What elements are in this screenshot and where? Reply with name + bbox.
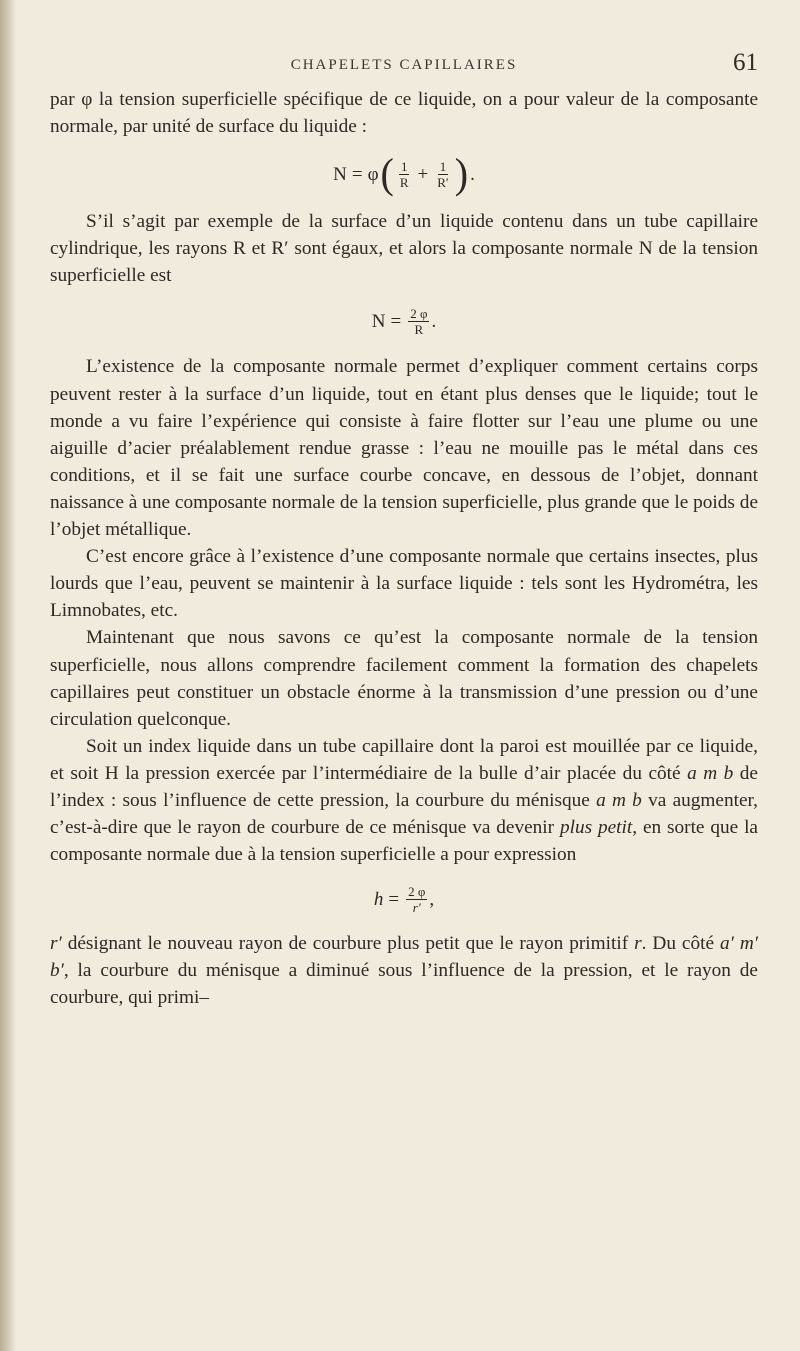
- page-number: 61: [733, 49, 758, 76]
- formula-3-tail: ,: [429, 888, 435, 910]
- paragraph-6-part-g: , en sorte que la composante normale due à la tension superficielle a pour expression: [50, 817, 758, 866]
- formula-1-fraction-a: [398, 160, 411, 189]
- formula-2-fraction: [408, 307, 429, 336]
- paragraph-6-part-a: Soit un index liquide dans un tube capillaire dont la paroi est mouillée par ce liquide, et soit H la pression exercée par l’intermédiaire de la bulle d’air placée du côté: [50, 735, 758, 784]
- paragraph-7-part-e: a′ m′ b′: [50, 933, 759, 982]
- formula-1-numerator-a: 1: [400, 158, 408, 174]
- formula-1-plus: +: [417, 163, 429, 185]
- paragraph-7: [50, 930, 758, 1011]
- formula-1-tail: .: [470, 163, 475, 185]
- body-text: [50, 86, 758, 1012]
- formula-normal-component: [50, 140, 758, 208]
- paragraph-6-part-c: de l’index : sous l’influence de cette pression, la courbure du ménisque: [50, 762, 758, 811]
- formula-2-denominator: R: [414, 321, 424, 337]
- formula-3-lhs: h: [373, 888, 384, 910]
- formula-1-coefficient: φ: [367, 163, 379, 185]
- paragraph-6-part-f: plus petit: [559, 817, 633, 839]
- paragraph-6-part-d: a m b: [596, 789, 642, 811]
- formula-2-numerator: 2 φ: [410, 305, 428, 321]
- formula-1-open-paren: (: [380, 150, 394, 198]
- formula-1-denominator-b: R′: [437, 174, 449, 190]
- formula-3-fraction: [406, 885, 427, 914]
- running-title: CHAPELETS CAPILLAIRES: [290, 57, 518, 73]
- paragraph-6: [50, 733, 758, 868]
- paragraph-7-part-c: r: [634, 933, 642, 955]
- formula-3-denominator: r′: [412, 899, 421, 915]
- paragraph-7-part-f: , la courbure du ménisque a diminué sous l’influence de la pression, et le rayon de courbure, qui primi–: [50, 960, 758, 1009]
- formula-1-equals: =: [351, 163, 363, 185]
- paragraph-1: par φ la tension superficielle spécifique de ce liquide, on a pour valeur de la composante normale, par unité de surface du liquide :: [50, 89, 758, 138]
- formula-1-numerator-b: 1: [439, 158, 447, 174]
- formula-1-lhs: N: [333, 163, 347, 185]
- formula-1-fraction-b: [435, 160, 451, 189]
- paragraph-2: S’il s’agit par exemple de la surface d’un liquide contenu dans un tube capillaire cylindrique, les rayons R et R′ sont égaux, et alors la composante normale N de la tension superficielle est: [50, 211, 758, 287]
- formula-cylindrical-tube: [50, 289, 758, 353]
- formula-3-equals: =: [388, 888, 400, 910]
- book-page: [50, 0, 758, 1351]
- formula-1-close-paren: ): [454, 150, 469, 198]
- formula-2-lhs: N: [371, 310, 386, 332]
- running-head: [50, 49, 758, 79]
- formula-2-equals: =: [390, 310, 402, 332]
- paragraph-7-part-a: r′: [50, 933, 62, 955]
- formula-1-denominator-a: R: [399, 174, 409, 190]
- formula-3-numerator: 2 φ: [408, 883, 426, 899]
- book-gutter-shadow: [0, 0, 16, 1351]
- paragraph-6-part-b: a m b: [687, 762, 734, 784]
- formula-2-tail: .: [431, 310, 437, 332]
- paragraph-7-part-b: désignant le nouveau rayon de courbure plus petit que le rayon primitif: [61, 933, 635, 955]
- paragraph-7-part-d: . Du côté: [641, 933, 721, 955]
- paragraph-3: L’existence de la composante normale permet d’expliquer comment certains corps peuvent rester à la surface d’un liquide, tout en étant plus denses que le liquide; tout le monde a vu faire l’expérience qui consiste à faire flotter sur l’eau une plume ou une aiguille d’acier préalablement rendue grasse : l’eau ne mouille pas le métal dans ces conditions, et il se fait une surface courbe concave, en dessous de l’objet, donnant naissance à une composante normale de la tension superficielle, plus grande que le poids de l’objet métallique.: [50, 356, 758, 541]
- paragraph-4: C’est encore grâce à l’existence d’une composante normale que certains insectes, plus lourds que l’eau, peuvent se maintenir à la surface liquide : tels sont les Hydrométra, les Limnobates, etc.: [50, 546, 758, 622]
- formula-new-radius: [50, 868, 758, 930]
- paragraph-5: Maintenant que nous savons ce qu’est la composante normale de la tension superficielle, nous allons comprendre facilement comment la formation des chapelets capillaires peut constituer un obstacle énorme à la transmission d’une pression ou d’une circulation quelconque.: [50, 627, 758, 730]
- paragraph-6-part-e: va augmenter, c’est-à-dire que le rayon de courbure de ce ménisque va devenir: [50, 789, 758, 839]
